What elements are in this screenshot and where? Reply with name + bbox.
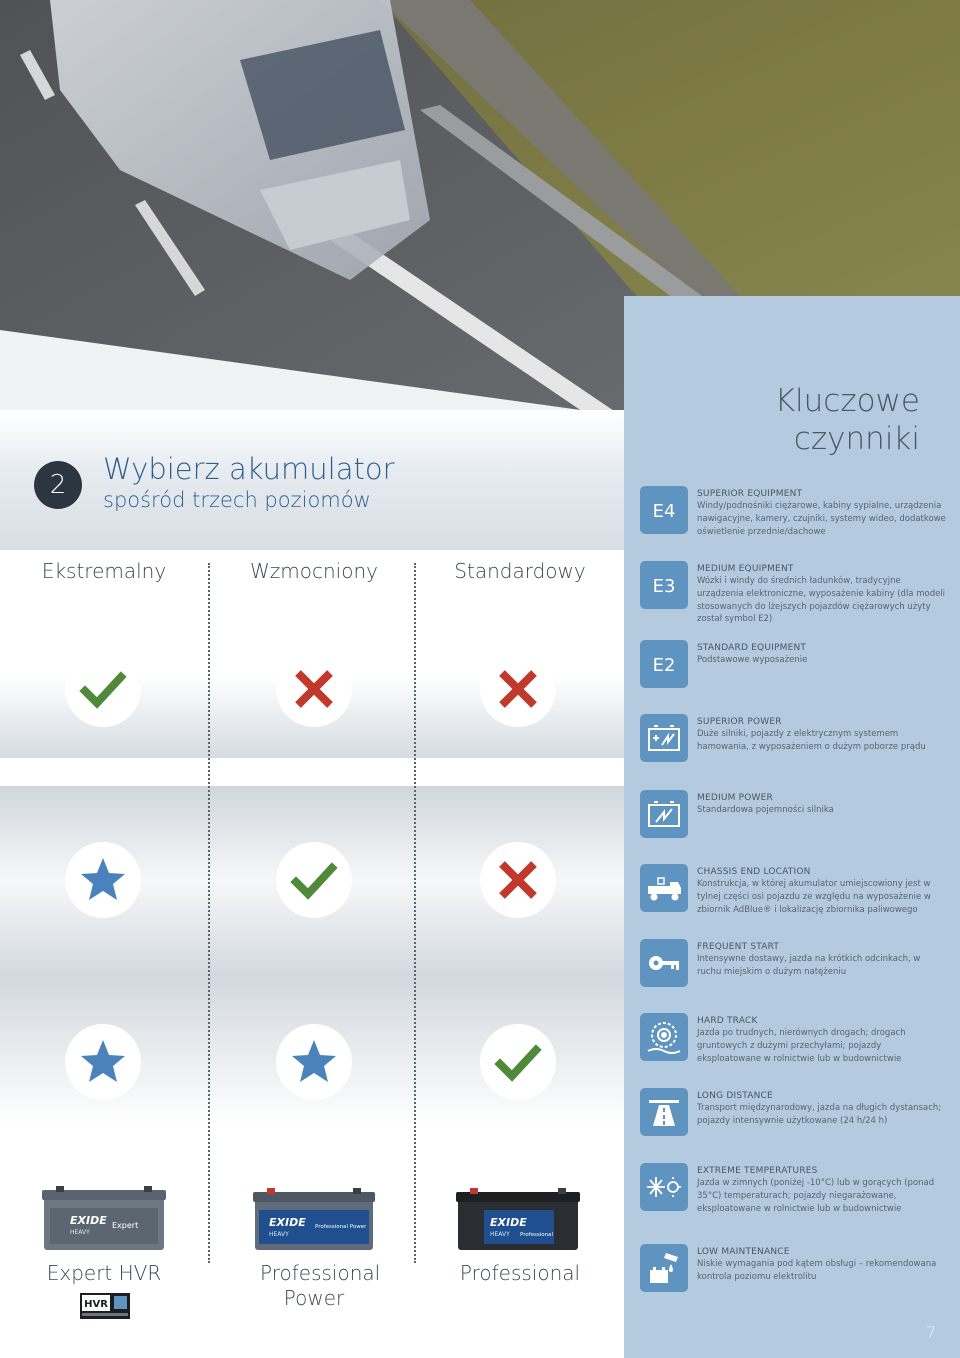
e2-icon (640, 640, 688, 688)
factor-title: SUPERIOR EQUIPMENT (697, 489, 803, 499)
factor-title: LOW MAINTENANCE (697, 1247, 790, 1257)
star-icon (276, 1024, 352, 1100)
road-icon (640, 1088, 688, 1136)
product-name-professional-power: Professional Power (260, 1261, 381, 1310)
e3-icon-glyph: E3 (652, 576, 676, 597)
superior-power-icon (640, 714, 688, 762)
column-divider (208, 563, 210, 1263)
check-icon (65, 651, 141, 727)
battery-model-label: Professional (520, 1232, 554, 1238)
chassis-end-icon (640, 864, 688, 912)
e2-icon-glyph: E2 (652, 655, 676, 676)
battery-line-label: HEAVY (269, 1231, 289, 1238)
key-factors-title-line-1: Kluczowe (774, 383, 920, 419)
battery-brand-label: EXIDE (490, 1216, 527, 1229)
battery-line-label: HEAVY (490, 1231, 510, 1238)
cross-icon (480, 651, 556, 727)
e4-icon (640, 486, 688, 534)
battery-line-label: HEAVY (70, 1229, 90, 1236)
battery-brand-label: EXIDE (70, 1214, 107, 1227)
wheel-icon (640, 1013, 688, 1061)
cross-icon (480, 842, 556, 918)
factor-description: Konstrukcja, w której akumulator umiejscowiony jest w tylnej części osi pojazdu ze względu na wyposażenie w zbiornik AdBlue® i lokalizację zbiornika paliwowego (697, 879, 931, 915)
factor-description: Podstawowe wyposażenie (697, 655, 808, 665)
factor-description: Standardowa pojemności silnika (697, 805, 834, 815)
page-title: Wybierz akumulator (103, 452, 395, 486)
factor-title: SUPERIOR POWER (697, 717, 782, 727)
battery-image-professional (456, 1188, 580, 1256)
medium-power-icon (640, 790, 688, 838)
maintenance-icon (640, 1244, 688, 1292)
factor-title: LONG DISTANCE (697, 1091, 773, 1101)
temperature-icon (640, 1163, 688, 1211)
factor-description: Wózki i windy do średnich ładunków, tradycyjne urządzenia elektroniczne, wyposażenie kabiny (dla modeli stosowanych do lżejszych pojazdów ciężarowych użyty został symbol E2) (697, 576, 946, 625)
level-standard-heading: Standardowy (454, 559, 586, 583)
factor-title: HARD TRACK (697, 1016, 758, 1026)
level-reinforced-heading: Wzmocniony (250, 559, 378, 583)
cross-icon (276, 651, 352, 727)
product-name-professional: Professional (459, 1261, 581, 1285)
check-icon (276, 842, 352, 918)
key-icon (640, 939, 688, 987)
factor-title: MEDIUM EQUIPMENT (697, 564, 794, 574)
check-icon (480, 1024, 556, 1100)
factor-description: Intensywne dostawy, jazda na krótkich odcinkach, w ruchu miejskim o dużym natężeniu (697, 954, 921, 977)
hvr-technology-badge (80, 1293, 130, 1319)
factor-title: MEDIUM POWER (697, 793, 773, 803)
factor-description: Duże silniki, pojazdy z elektrycznym systemem hamowania, z wyposażeniem o dużym poborze prądu (697, 729, 926, 752)
step-number-badge: 2 (34, 461, 82, 509)
battery-image-professional-power (253, 1188, 375, 1256)
factor-description: Transport międzynarodowy, jazda na długich dystansach; pojazdy intensywnie użytkowane (24 h/24 h) (697, 1103, 942, 1126)
level-extreme-heading: Ekstremalny (41, 559, 167, 583)
battery-model-label: Professional Power (315, 1224, 367, 1230)
star-icon (65, 1024, 141, 1100)
factor-description: Niskie wymagania pod kątem obsługi – rekomendowana kontrola poziomu elektrolitu (697, 1259, 937, 1282)
page-subtitle: spośród trzech poziomów (103, 488, 371, 512)
battery-image-expert-hvr (42, 1186, 166, 1256)
key-factors-title-line-2: czynniki (793, 421, 920, 457)
product-name-expert-hvr: Expert HVR (46, 1261, 162, 1285)
factor-description: Jazda w zimnych (poniżej -10°C) lub w gorących (ponad 35°C) temperaturach; pojazdy niegarażowane, eksploatowane w rolnictwie lub w budownictwie (697, 1178, 935, 1214)
key-factors-title (620, 382, 920, 458)
factor-description: Windy/podnośniki ciężarowe, kabiny sypialne, urządzenia nawigacyjne, kamery, czujniki, systemy wideo, dodatkowe oświetlenie przednie/dachowe (697, 501, 946, 537)
hvr-badge-label: HVR (84, 1299, 108, 1310)
battery-model-label: Expert (112, 1221, 139, 1230)
factor-description: Jazda po trudnych, nierównych drogach; drogach gruntowych z dużymi przechyłami; pojazdy eksploatowane w rolnictwie lub w budownictwie (697, 1028, 906, 1064)
factor-title: FREQUENT START (697, 942, 780, 952)
star-icon (65, 842, 141, 918)
factor-title: EXTREME TEMPERATURES (697, 1166, 818, 1176)
page-number: 7 (925, 1323, 936, 1342)
factor-title: CHASSIS END LOCATION (697, 867, 811, 877)
column-divider (414, 563, 416, 1263)
e4-icon-glyph: E4 (652, 501, 676, 522)
e3-icon (640, 561, 688, 609)
battery-brand-label: EXIDE (269, 1216, 306, 1229)
factor-title: STANDARD EQUIPMENT (697, 643, 807, 653)
